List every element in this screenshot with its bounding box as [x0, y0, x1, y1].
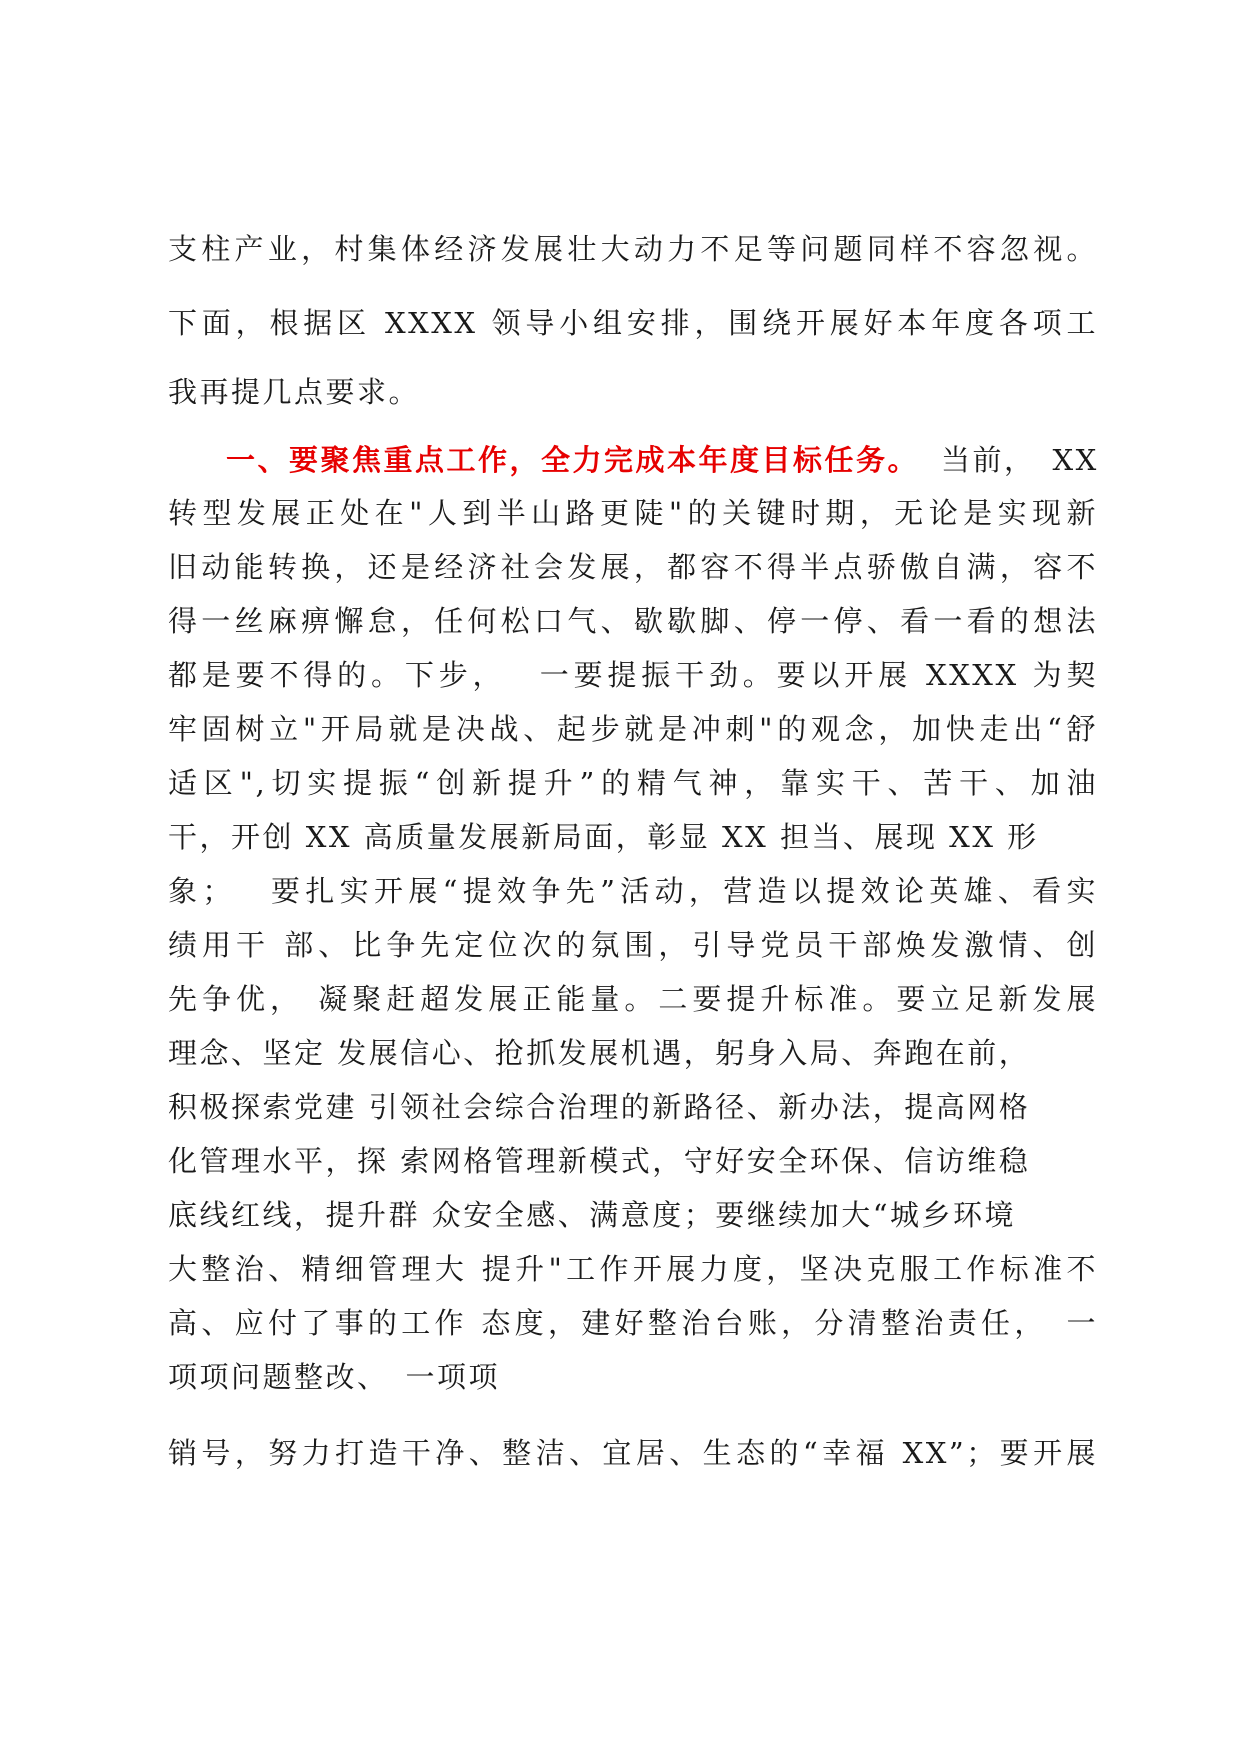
section-heading: 一、要聚焦重点工作，全力完成本年度目标任务。: [226, 443, 920, 477]
text-line: 理念、坚定 发展信心、抢抓发展机遇，躬身入局、奔跑在前，: [168, 1036, 1031, 1070]
text-line: 都是要不得的。下步， 一要提振干劲。要以开展 XXXX 为契: [168, 658, 1098, 692]
text-line: 象； 要扎实开展“提效争先”活动，营造以提效论英雄、看实: [168, 874, 1098, 908]
text-line: 化管理水平，探 索网格管理新模式，守好安全环保、信访维稳: [168, 1144, 1031, 1178]
heading-line: [168, 440, 1098, 480]
text-line: 先争优， 凝聚赶超发展正能量。二要提升标准。要立足新发展: [168, 982, 1098, 1016]
text-line: 干，开创 XX 高质量发展新局面，彰显 XX 担当、展现 XX 形: [168, 820, 1039, 854]
text-line: 当前， XX: [941, 443, 1099, 477]
text-line: 积极探索党建 引领社会综合治理的新路径、新办法，提高网格: [168, 1090, 1031, 1124]
text-line: 得一丝麻痹懈怠，任何松口气、歇歇脚、停一停、看一看的想法: [168, 604, 1098, 638]
text-line: 适区",切实提振“创新提升”的精气神，靠实干、苦干、加油: [168, 766, 1098, 800]
text-line: 支柱产业，村集体经济发展壮大动力不足等问题同样不容忽视。: [168, 232, 1098, 266]
text-line: 下面，根据区 XXXX 领导小组安排，围绕开展好本年度各项工: [168, 306, 1098, 340]
text-line: 绩用干 部、比争先定位次的氛围，引导党员干部焕发激情、创: [168, 928, 1098, 962]
text-line: 底线红线，提升群 众安全感、满意度；要继续加大“城乡环境: [168, 1198, 1017, 1232]
text-line: 销号，努力打造干净、整洁、宜居、生态的“幸福 XX”；要开展: [168, 1436, 1098, 1470]
text-line: 旧动能转换，还是经济社会发展，都容不得半点骄傲自满，容不: [168, 550, 1098, 584]
text-line: 高、应付了事的工作 态度，建好整治台账，分清整治责任， 一: [168, 1306, 1098, 1340]
text-line: 项项问题整改、 一项项: [168, 1360, 501, 1394]
text-line: 转型发展正处在"人到半山路更陡"的关键时期，无论是实现新: [168, 496, 1098, 530]
text-line: 牢固树立"开局就是决战、起步就是冲刺"的观念，加快走出“舒: [168, 712, 1098, 746]
text-line: 大整治、精细管理大 提升"工作开展力度，坚决克服工作标准不: [168, 1252, 1098, 1286]
text-line: 我再提几点要求。: [168, 375, 421, 409]
